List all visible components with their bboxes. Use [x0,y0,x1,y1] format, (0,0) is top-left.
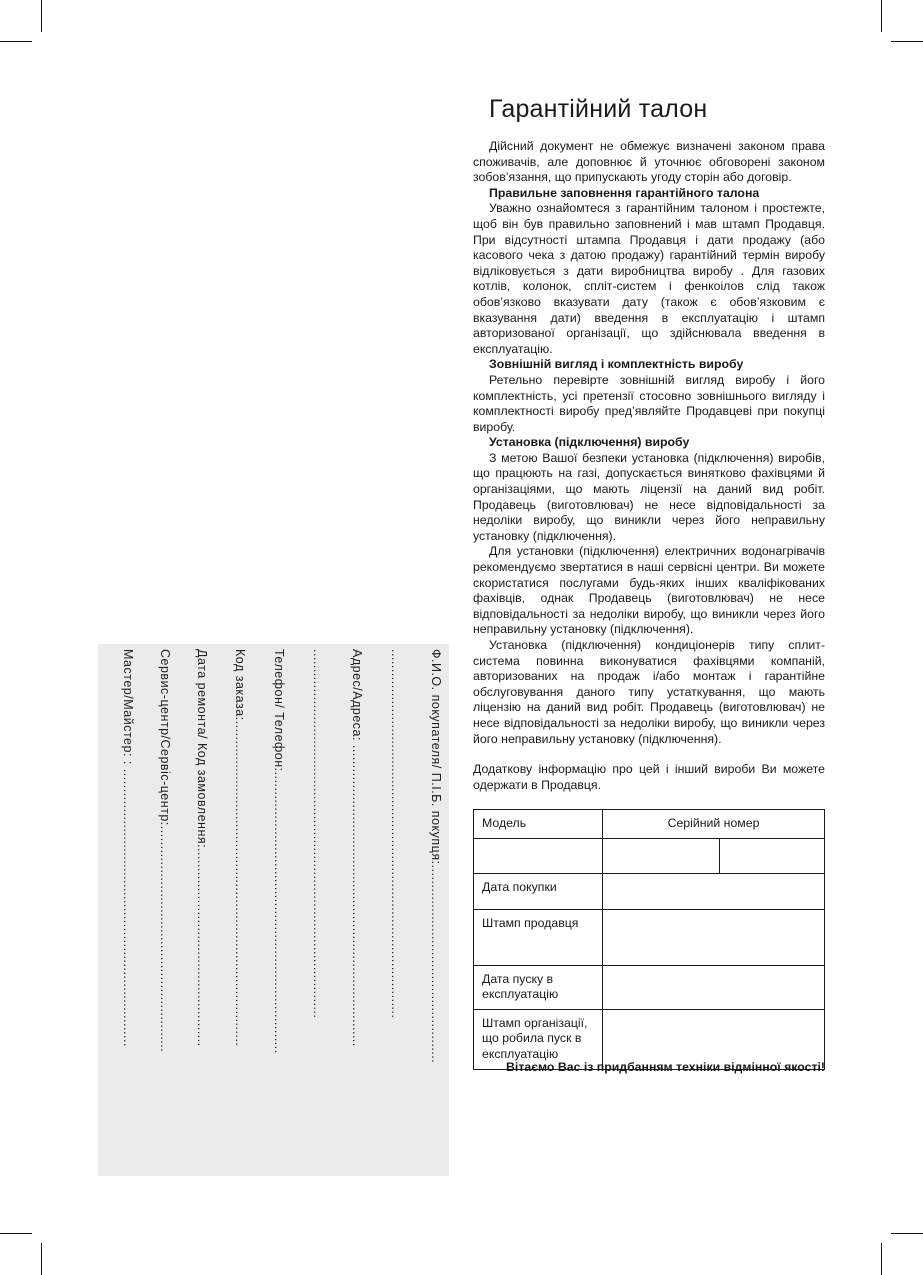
section-heading: Установка (підключення) виробу [489,435,690,450]
crop-mark [0,1233,32,1234]
org-stamp-label: Штамп організації, що робила пуск в експлуатацію [474,1009,603,1069]
section-paragraph: Для установки (підключення) електричних водонагрівачів рекомендуємо звертатися в наші сервісні центри. Ви можете скористатися послугами будь-яких інших кваліфікованих фахівців, однак Продавець (виготовлювач) не несе відповідальності за недоліки виробу, що виникли через його неправильну установку (підключення). [473,544,825,637]
section-paragraph: Ретельно перевірте зовнішній вигляд виробу і його комплектність, усі претензії стосовно зовнішнього вигляду і комплектності виробу пред’являйте Продавцеві при покупці виробу. [473,372,825,434]
purchase-date-input[interactable] [603,873,825,909]
serial-number-input-2[interactable] [720,838,825,873]
coupon-field-master: Мастер/Майстер: : ...................................................................... [121,649,135,1047]
warranty-form-table [473,809,825,1070]
closing-message: Вітаємо Вас із придбанням техніки відмінної якості! [506,1060,825,1074]
coupon-field-phone: Телефон/ Телефон:....................................................................... [272,649,286,1054]
crop-mark [41,1243,42,1275]
section-paragraph: Уважно ознайомтеся з гарантійним талоном і простежте, щоб він був правильно заповнений і мав штамп Продавця. При відсутності штампа Продавця і дати продажу (або касового чека з датою продажу) гарантійний термін виробу відліковується з дати виробництва виробу . Для газових котлів, колонок, спліт-систем і фенкоілов слід також обов’язково вказувати дату (також є обов’язковим є вказування дати) введення в експлуатацію і штамп авторизованої організації, що здійснювала введення в експлуатацію. [473,201,825,356]
model-input[interactable] [474,838,603,873]
warranty-column [473,93,825,1070]
seller-stamp-field[interactable] [603,909,825,965]
crop-mark [881,1243,882,1275]
crop-mark [881,0,882,32]
coupon-field-service-center: Сервис-центр/Сервіс-центр:......................................................... [158,649,172,1053]
crop-mark [891,1233,923,1234]
seller-stamp-label: Штамп продавця [474,909,603,965]
additional-info: Додаткову інформацію про цей і інший вироби Ви можете одержати в Продавця. [473,762,825,792]
start-date-label: Дата пуску в експлуатацію [474,965,603,1009]
serial-number-input-1[interactable] [603,838,720,873]
warranty-text [473,139,825,793]
coupon-field-repair-date: Дата ремонта/ Код замовлення:.................................................. [195,649,209,1047]
page-title: Гарантійний талон [489,95,708,123]
section-paragraph: Установка (підключення) кондиціонерів типу сплит-система повинна виконуватися фахівцями компаній, авторизованих на продаж і/або монтаж і гарантійне обслуговування даного типу устаткування, що мають ліцензію на даний вид робіт. Продавець (виготовлювач) не несе відповідальності за недоліки виробу, що виникли через його неправильну установку (підключення). [473,638,825,746]
coupon-field-buyer-name: Ф.И.О. покупателя/ П.І.Б. покупця:.................................................. [429,649,443,1064]
coupon-field-order-code: Код заказа:.................................................................................. [233,649,247,1047]
coupon-field-blank: ............................................................................................. [311,649,325,1019]
section-heading: Зовнішній вигляд і комплектність виробу [489,357,744,372]
coupon-field-address: Адрес/Адреса: ............................................................................ [350,649,364,1047]
coupon-field-blank: ............................................................................................. [389,649,403,1019]
crop-mark [0,41,32,42]
serial-number-label: Серійний номер [603,810,825,839]
section-heading: Правильне заповнення гарантійного талона [489,185,760,200]
start-date-input[interactable] [603,965,825,1009]
section-paragraph: З метою Вашої безпеки установка (підключення) виробів, що працюють на газі, допускається винятково фахівцями й організаціями, що мають ліцензії на даний вид робіт. Продавець (виготовлювач) не несе відповідальності за недоліки виробу, що виникли через його неправильну установку (підключення). [473,450,825,543]
purchase-date-label: Дата покупки [474,873,603,909]
crop-mark [41,0,42,32]
intro-paragraph: Дійсний документ не обмежує визначені законом права споживачів, але доповнює й уточнює обговорені законом зобов’язання, що припускають угоду сторін або договір. [473,139,825,185]
crop-mark [891,41,923,42]
model-label: Модель [474,810,603,839]
repair-coupon [98,644,449,1176]
